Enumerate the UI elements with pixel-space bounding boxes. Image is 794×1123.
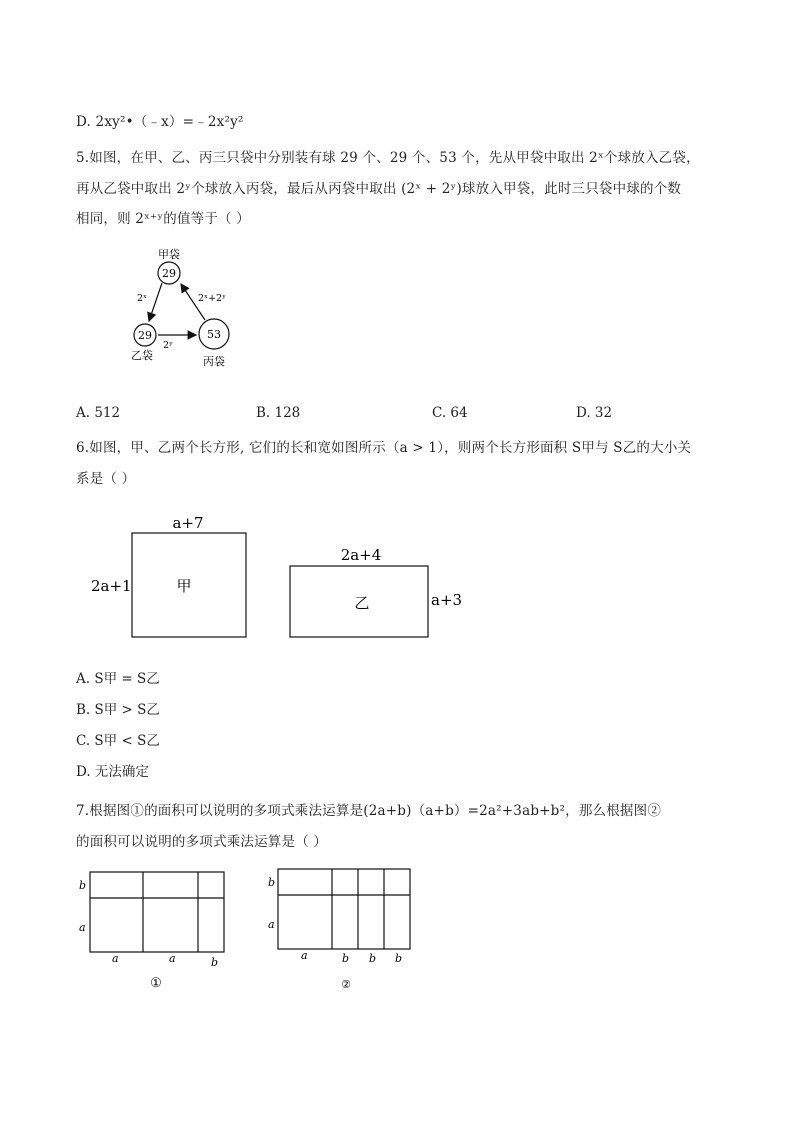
fig2-bottom-a: a bbox=[301, 949, 308, 962]
bag-a-value: 29 bbox=[162, 267, 176, 280]
fig1-bottom-b: b bbox=[211, 956, 219, 969]
rect-a-name: 甲 bbox=[176, 577, 192, 595]
rect-a-top-label: a+7 bbox=[172, 514, 204, 532]
arrow-b-to-c-label: 2ʸ bbox=[163, 340, 174, 351]
bag-b-value: 29 bbox=[138, 329, 152, 342]
q6-option-d[interactable]: D. 无法确定 bbox=[76, 764, 149, 780]
fig2-left-b: b bbox=[268, 876, 276, 889]
q6-text-line-2: 系是（ ） bbox=[76, 471, 136, 487]
fig1-bottom-a2: a bbox=[169, 952, 176, 965]
fig2-outer bbox=[278, 869, 410, 949]
q7-figures bbox=[70, 860, 430, 1000]
rect-b-top-label: 2a+4 bbox=[340, 546, 382, 564]
q5-option-d[interactable]: D. 32 bbox=[576, 405, 613, 421]
fig1-left-a: a bbox=[79, 921, 86, 934]
q6-text-line-1: 6.如图，甲、乙两个长方形, 它们的长和宽如图所示（a > 1），则两个长方形面积 S甲与 S乙的大小关 bbox=[76, 440, 692, 456]
fig2-bottom-b1: b bbox=[342, 952, 350, 965]
q5-text-line-2: 再从乙袋中取出 2ʸ个球放入丙袋，最后从丙袋中取出 (2ˣ + 2ʸ)球放入甲袋，此时三只袋中球的个数 bbox=[76, 181, 682, 197]
q6-rectangles bbox=[85, 508, 475, 648]
fig2-bottom-b3: b bbox=[395, 952, 403, 965]
q5-text-line-3: 相同，则 2ˣ⁺ʸ的值等于（ ） bbox=[76, 211, 250, 227]
q4-option-d: D. 2xy²•（﹣x）=﹣2x²y² bbox=[76, 114, 244, 130]
q7-text-line-2: 的面积可以说明的多项式乘法运算是（ ） bbox=[76, 834, 328, 850]
q5-text-line-1: 5.如图，在甲、乙、丙三只袋中分别装有球 29 个、29 个、53 个，先从甲袋中取出 2ˣ个球放入乙袋， bbox=[76, 150, 700, 166]
fig2-left-a: a bbox=[268, 918, 275, 931]
q5-option-c[interactable]: C. 64 bbox=[432, 405, 468, 421]
q6-option-b[interactable]: B. S甲 > S乙 bbox=[76, 702, 160, 718]
fig1-caption: ① bbox=[150, 976, 162, 991]
q5-option-a[interactable]: A. 512 bbox=[76, 405, 121, 421]
q6-option-c[interactable]: C. S甲 < S乙 bbox=[76, 733, 160, 749]
q5-option-b[interactable]: B. 128 bbox=[256, 405, 301, 421]
fig2-bottom-b2: b bbox=[369, 952, 377, 965]
arrow-a-to-b bbox=[149, 283, 162, 321]
rect-a-side-label: 2a+1 bbox=[91, 577, 132, 595]
arrow-a-to-b-label: 2ˣ bbox=[137, 293, 148, 304]
q6-option-a[interactable]: A. S甲 = S乙 bbox=[76, 671, 160, 687]
rect-b-name: 乙 bbox=[354, 594, 370, 612]
bag-c-value: 53 bbox=[207, 328, 221, 341]
rect-b-side-label: a+3 bbox=[431, 591, 463, 609]
bag-c-label: 丙袋 bbox=[203, 355, 225, 368]
fig1-bottom-a1: a bbox=[112, 952, 119, 965]
fig2-caption: ② bbox=[341, 978, 351, 991]
fig1-outer bbox=[90, 872, 224, 952]
fig1-left-b: b bbox=[79, 879, 87, 892]
arrow-c-to-a-label: 2ˣ+2ʸ bbox=[198, 293, 227, 304]
bag-a-label: 甲袋 bbox=[158, 248, 180, 261]
q7-text-line-1: 7.根据图①的面积可以说明的多项式乘法运算是(2a+b)（a+b）=2a²+3ab+b²，那么根据图② bbox=[76, 803, 662, 819]
bag-b-label: 乙袋 bbox=[131, 349, 153, 362]
q5-bag-diagram bbox=[120, 240, 250, 370]
